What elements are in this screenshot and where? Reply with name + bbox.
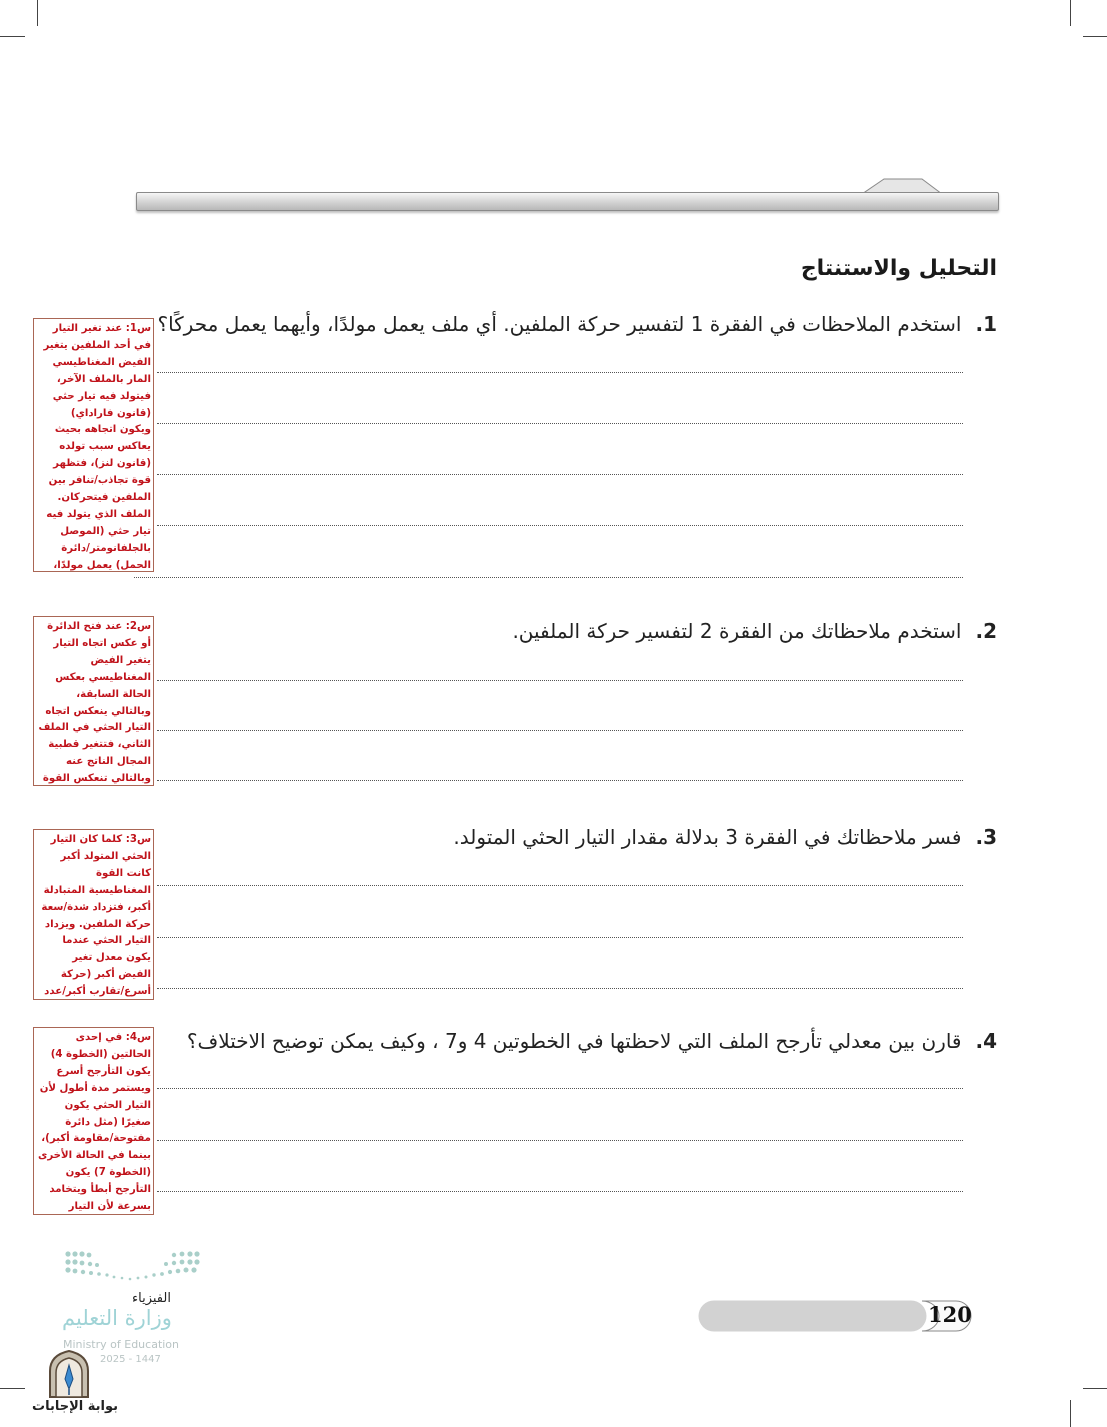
answer-line <box>157 372 963 373</box>
header-bar <box>136 192 999 211</box>
question-number: 4. <box>975 1029 997 1053</box>
subject-label: الفيزياء <box>132 1291 171 1306</box>
answer-box-1: س1: عند تغير التيار في أحد الملفين يتغير الفيض المغناطيسي المار بالملف الآخر، فيتولد فيه تيار حثي (قانون فاراداي) ويكون اتجاهه بحيث يعاكس سبب تولده (قانون لنز)، فتظهر قوة تجاذب/تنافر بين الملفين فيتحركان. الملف الذي يتولد فيه تيار حثي (الموصل بالجلفانومتر/دائرة الحمل) يعمل مولدًا، <box>33 318 154 572</box>
crop-mark <box>1070 0 1071 26</box>
answer-line <box>157 885 963 886</box>
answer-line <box>157 474 963 475</box>
question-3 <box>453 825 997 849</box>
crop-mark <box>0 36 25 37</box>
answer-line <box>157 680 963 681</box>
answer-line <box>157 988 963 989</box>
answer-line <box>134 577 963 578</box>
portal-label: بوابة الإجابات <box>32 1399 118 1414</box>
question-text: قارن بين معدلي تأرجح الملف التي لاحظتها في الخطوتين 4 و7 ، وكيف يمكن توضيح الاختلاف؟ <box>186 1029 962 1053</box>
question-number: 2. <box>975 619 997 643</box>
ministry-logo-icon <box>62 1248 200 1288</box>
answer-line <box>157 1191 963 1192</box>
answer-box-2: س2: عند فتح الدائرة أو عكس اتجاه التيار يتغير الفيض المغناطيسي بعكس الحالة السابقة، وبالتالي ينعكس اتجاه التيار الحثي في الملف الثاني، فتتغير قطبية المجال الناتج عنه وبالتالي تنعكس القوة <box>33 616 154 786</box>
question-text: استخدم الملاحظات في الفقرة 1 لتفسير حركة الملفين. أي ملف يعمل مولدًا، وأيهما يعمل محركًا؟ <box>157 312 962 336</box>
answer-box-4: س4: في إحدى الحالتين (الخطوة 4) يكون التأرجح أسرع ويستمر مدة أطول لأن التيار الحثي يكون صغيرًا (مثل دائرة مفتوحة/مقاومة أكبر)، بينما في الحالة الأخرى (الخطوة 7) يكون التأرجح أبطأ ويتخامد بسرعة لأن التيار <box>33 1027 154 1215</box>
edition-year: 2025 - 1447 <box>100 1354 161 1365</box>
answer-line <box>157 525 963 526</box>
answer-line <box>157 780 963 781</box>
question-1 <box>157 312 997 336</box>
question-number: 1. <box>975 312 997 336</box>
crop-mark <box>1083 36 1107 37</box>
ministry-name-arabic: وزارة التعليم <box>62 1306 172 1330</box>
question-4 <box>187 1029 997 1053</box>
question-2 <box>512 619 997 643</box>
question-text: فسر ملاحظاتك في الفقرة 3 بدلالة مقدار التيار الحثي المتولد. <box>453 825 962 849</box>
crop-mark <box>1083 1388 1107 1389</box>
answer-line <box>157 937 963 938</box>
answer-line <box>157 730 963 731</box>
crop-mark <box>37 0 38 26</box>
ministry-name-english: Ministry of Education <box>63 1338 180 1351</box>
question-number: 3. <box>975 825 997 849</box>
question-text: استخدم ملاحظاتك من الفقرة 2 لتفسير حركة الملفين. <box>512 619 962 643</box>
crop-mark <box>1070 1400 1071 1427</box>
portal-logo-icon <box>46 1349 92 1399</box>
answer-line <box>157 1088 963 1089</box>
answer-line <box>157 423 963 424</box>
section-title: التحليل والاستنتاج <box>800 256 997 281</box>
page-number: 120 <box>928 1302 972 1327</box>
crop-mark <box>0 1388 25 1389</box>
answer-box-3: س3: كلما كان التيار الحثي المتولد أكبر كانت القوة المغناطيسية المتبادلة أكبر، فتزداد شدة/سعة حركة الملفين. ويزداد التيار الحثي عندما يكون معدل تغير الفيض أكبر (حركة أسرع/تقارب أكبر/عدد <box>33 829 154 1000</box>
answer-line <box>157 1140 963 1141</box>
